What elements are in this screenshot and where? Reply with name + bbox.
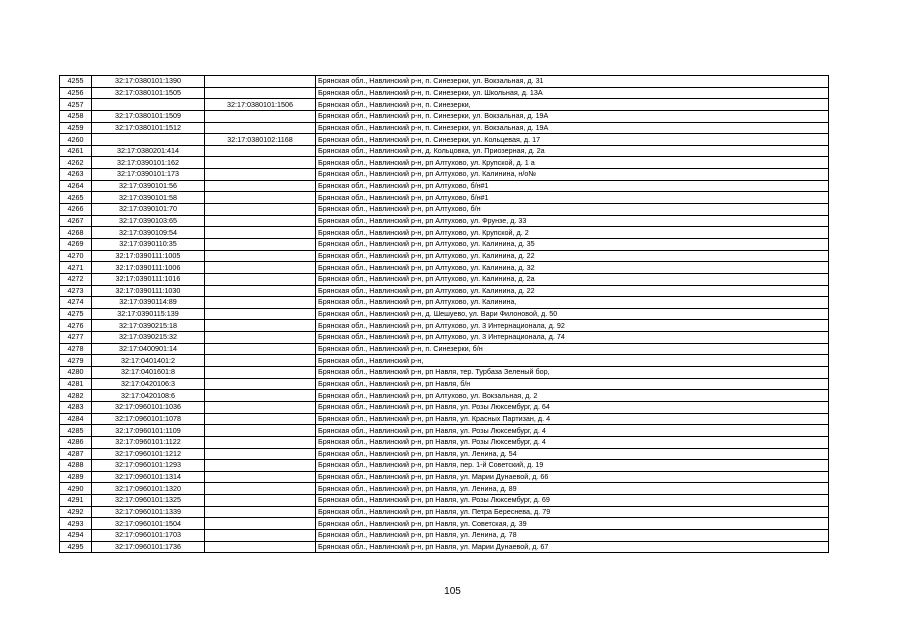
table-row	[60, 448, 829, 460]
row-number-cell: 4268	[60, 227, 92, 239]
cadastral-number-alt-cell	[205, 448, 316, 460]
cadastral-number-alt-cell	[205, 506, 316, 518]
cadastral-number-alt-cell: 32:17:0380101:1506	[205, 99, 316, 111]
cadastral-number-cell: 32:17:0960101:1703	[92, 529, 205, 541]
address-cell: Брянская обл., Навлинский р-н, рп Навля, ул. Ленина, д. 54	[316, 448, 829, 460]
row-number-cell: 4270	[60, 250, 92, 262]
address-cell: Брянская обл., Навлинский р-н, п. Синезерки, ул. Школьная, д. 13А	[316, 87, 829, 99]
table-row	[60, 425, 829, 437]
cadastral-number-cell: 32:17:0960101:1122	[92, 436, 205, 448]
cadastral-number-alt-cell	[205, 367, 316, 379]
cadastral-number-cell: 32:17:0380101:1509	[92, 110, 205, 122]
row-number-cell: 4289	[60, 471, 92, 483]
cadastral-number-alt-cell	[205, 343, 316, 355]
table-row	[60, 122, 829, 134]
table-row	[60, 99, 829, 111]
address-cell: Брянская обл., Навлинский р-н, рп Алтухово, ул. 3 Интернационала, д. 74	[316, 332, 829, 344]
address-cell: Брянская обл., Навлинский р-н, рп Алтухово, б/н#1	[316, 180, 829, 192]
row-number-cell: 4273	[60, 285, 92, 297]
table-row	[60, 308, 829, 320]
cadastral-number-alt-cell	[205, 483, 316, 495]
row-number-cell: 4278	[60, 343, 92, 355]
table-row	[60, 227, 829, 239]
table-row	[60, 192, 829, 204]
row-number-cell: 4271	[60, 262, 92, 274]
row-number-cell: 4281	[60, 378, 92, 390]
address-cell: Брянская обл., Навлинский р-н, рп Алтухово, ул. Калинина, д. 22	[316, 250, 829, 262]
row-number-cell: 4295	[60, 541, 92, 553]
table-row	[60, 436, 829, 448]
address-cell: Брянская обл., Навлинский р-н, рп Навля, ул. Розы Люксембург, д. 69	[316, 495, 829, 507]
table-row	[60, 518, 829, 530]
row-number-cell: 4280	[60, 367, 92, 379]
cadastral-number-alt-cell	[205, 320, 316, 332]
cadastral-number-alt-cell	[205, 413, 316, 425]
address-cell: Брянская обл., Навлинский р-н, рп Навля, ул. Марии Дунаевой, д. 67	[316, 541, 829, 553]
row-number-cell: 4288	[60, 460, 92, 472]
cadastral-number-cell: 32:17:0390111:1006	[92, 262, 205, 274]
table-row	[60, 157, 829, 169]
cadastral-number-cell: 32:17:0390111:1016	[92, 273, 205, 285]
cadastral-number-cell: 32:17:0960101:1078	[92, 413, 205, 425]
address-cell: Брянская обл., Навлинский р-н, рп Навля, тер. Турбаза Зеленый бор,	[316, 367, 829, 379]
cadastral-number-cell: 32:17:0380201:414	[92, 145, 205, 157]
address-cell: Брянская обл., Навлинский р-н, рп Навля, ул. Ленина, д. 89	[316, 483, 829, 495]
row-number-cell: 4282	[60, 390, 92, 402]
row-number-cell: 4276	[60, 320, 92, 332]
cadastral-number-cell: 32:17:0960101:1736	[92, 541, 205, 553]
cadastral-number-alt-cell	[205, 192, 316, 204]
address-cell: Брянская обл., Навлинский р-н, рп Алтухово, ул. Калинина, н/о№	[316, 169, 829, 181]
table-row	[60, 506, 829, 518]
address-cell: Брянская обл., Навлинский р-н, п. Синезерки,	[316, 99, 829, 111]
address-cell: Брянская обл., Навлинский р-н, д. Шешуево, ул. Вари Филоновой, д. 50	[316, 308, 829, 320]
cadastral-number-alt-cell	[205, 87, 316, 99]
address-cell: Брянская обл., Навлинский р-н, рп Алтухово, ул. Крупской, д. 1 а	[316, 157, 829, 169]
row-number-cell: 4283	[60, 401, 92, 413]
page-number: 105	[444, 586, 461, 597]
address-cell: Брянская обл., Навлинский р-н, рп Навля, ул. Розы Люксембург, д. 4	[316, 436, 829, 448]
row-number-cell: 4272	[60, 273, 92, 285]
cadastral-number-alt-cell	[205, 436, 316, 448]
cadastral-number-cell: 32:17:0960101:1314	[92, 471, 205, 483]
table-row	[60, 250, 829, 262]
row-number-cell: 4261	[60, 145, 92, 157]
row-number-cell: 4258	[60, 110, 92, 122]
address-cell: Брянская обл., Навлинский р-н, рп Навля, ул. Розы Люксембург, д. 4	[316, 425, 829, 437]
cadastral-number-alt-cell: 32:17:0380102:1168	[205, 134, 316, 146]
cadastral-number-alt-cell	[205, 297, 316, 309]
cadastral-number-alt-cell	[205, 250, 316, 262]
cadastral-number-cell	[92, 134, 205, 146]
row-number-cell: 4266	[60, 204, 92, 216]
cadastral-number-alt-cell	[205, 169, 316, 181]
cadastral-number-alt-cell	[205, 145, 316, 157]
cadastral-number-alt-cell	[205, 122, 316, 134]
table-row	[60, 297, 829, 309]
table-row	[60, 320, 829, 332]
table-row	[60, 238, 829, 250]
address-cell: Брянская обл., Навлинский р-н, рп Навля, ул. Петра Береснева, д. 79	[316, 506, 829, 518]
cadastral-number-cell: 32:17:0390114:89	[92, 297, 205, 309]
cadastral-number-cell: 32:17:0390101:58	[92, 192, 205, 204]
cadastral-number-alt-cell	[205, 215, 316, 227]
cadastral-number-alt-cell	[205, 332, 316, 344]
cadastral-number-alt-cell	[205, 471, 316, 483]
address-cell: Брянская обл., Навлинский р-н, п. Синезерки, ул. Вокзальная, д. 31	[316, 76, 829, 88]
cadastral-number-cell: 32:17:0420106:3	[92, 378, 205, 390]
cadastral-number-alt-cell	[205, 285, 316, 297]
cadastral-number-cell: 32:17:0960101:1293	[92, 460, 205, 472]
row-number-cell: 4259	[60, 122, 92, 134]
cadastral-number-cell: 32:17:0960101:1320	[92, 483, 205, 495]
cadastral-number-cell: 32:17:0390111:1030	[92, 285, 205, 297]
cadastral-number-alt-cell	[205, 273, 316, 285]
cadastral-number-cell: 32:17:0390115:139	[92, 308, 205, 320]
row-number-cell: 4257	[60, 99, 92, 111]
address-cell: Брянская обл., Навлинский р-н, рп Алтухово, ул. Калинина, д. 35	[316, 238, 829, 250]
row-number-cell: 4267	[60, 215, 92, 227]
cadastral-number-cell	[92, 99, 205, 111]
address-cell: Брянская обл., Навлинский р-н, рп Алтухово, ул. Крупской, д. 2	[316, 227, 829, 239]
cadastral-number-alt-cell	[205, 518, 316, 530]
table-row	[60, 541, 829, 553]
cadastral-number-cell: 32:17:0390215:18	[92, 320, 205, 332]
table-row	[60, 529, 829, 541]
cadastral-number-cell: 32:17:0390215:32	[92, 332, 205, 344]
cadastral-number-alt-cell	[205, 238, 316, 250]
row-number-cell: 4269	[60, 238, 92, 250]
cadastral-number-cell: 32:17:0960101:1504	[92, 518, 205, 530]
table-row	[60, 204, 829, 216]
table-row	[60, 471, 829, 483]
row-number-cell: 4294	[60, 529, 92, 541]
table-row	[60, 215, 829, 227]
row-number-cell: 4285	[60, 425, 92, 437]
address-cell: Брянская обл., Навлинский р-н, п. Синезерки, ул. Кольцевая, д. 17	[316, 134, 829, 146]
cadastral-number-alt-cell	[205, 425, 316, 437]
address-cell: Брянская обл., Навлинский р-н, рп Навля, б/н	[316, 378, 829, 390]
registry-table	[59, 75, 829, 553]
row-number-cell: 4293	[60, 518, 92, 530]
cadastral-number-cell: 32:17:0960101:1036	[92, 401, 205, 413]
table-row	[60, 76, 829, 88]
table-row	[60, 367, 829, 379]
table-row	[60, 145, 829, 157]
table-row	[60, 285, 829, 297]
cadastral-number-cell: 32:17:0390111:1005	[92, 250, 205, 262]
row-number-cell: 4292	[60, 506, 92, 518]
address-cell: Брянская обл., Навлинский р-н, рп Навля, ул. Марии Дунаевой, д. 66	[316, 471, 829, 483]
address-cell: Брянская обл., Навлинский р-н, д. Кольцовка, ул. Приозерная, д. 2а	[316, 145, 829, 157]
address-cell: Брянская обл., Навлинский р-н, рп Навля, пер. 1-й Советский, д. 19	[316, 460, 829, 472]
row-number-cell: 4260	[60, 134, 92, 146]
row-number-cell: 4275	[60, 308, 92, 320]
cadastral-number-alt-cell	[205, 110, 316, 122]
cadastral-number-alt-cell	[205, 157, 316, 169]
cadastral-number-alt-cell	[205, 378, 316, 390]
cadastral-number-alt-cell	[205, 204, 316, 216]
cadastral-number-alt-cell	[205, 355, 316, 367]
cadastral-number-cell: 32:17:0401401:2	[92, 355, 205, 367]
cadastral-number-alt-cell	[205, 262, 316, 274]
cadastral-number-cell: 32:17:0380101:1390	[92, 76, 205, 88]
table-row	[60, 169, 829, 181]
table-row	[60, 483, 829, 495]
cadastral-number-alt-cell	[205, 401, 316, 413]
row-number-cell: 4279	[60, 355, 92, 367]
address-cell: Брянская обл., Навлинский р-н, рп Алтухово, ул. Калинина, д. 32	[316, 262, 829, 274]
cadastral-number-alt-cell	[205, 180, 316, 192]
address-cell: Брянская обл., Навлинский р-н, п. Синезерки, б/н	[316, 343, 829, 355]
table-row	[60, 401, 829, 413]
row-number-cell: 4274	[60, 297, 92, 309]
table-row	[60, 390, 829, 402]
row-number-cell: 4277	[60, 332, 92, 344]
address-cell: Брянская обл., Навлинский р-н, рп Алтухово, б/н	[316, 204, 829, 216]
row-number-cell: 4255	[60, 76, 92, 88]
row-number-cell: 4284	[60, 413, 92, 425]
cadastral-number-cell: 32:17:0380101:1505	[92, 87, 205, 99]
address-cell: Брянская обл., Навлинский р-н,	[316, 355, 829, 367]
cadastral-number-alt-cell	[205, 390, 316, 402]
address-cell: Брянская обл., Навлинский р-н, рп Алтухово, ул. Калинина,	[316, 297, 829, 309]
table-row	[60, 378, 829, 390]
registry-table-body	[60, 76, 829, 553]
table-row	[60, 495, 829, 507]
row-number-cell: 4291	[60, 495, 92, 507]
address-cell: Брянская обл., Навлинский р-н, рп Навля, ул. Советская, д. 39	[316, 518, 829, 530]
address-cell: Брянская обл., Навлинский р-н, рп Алтухово, ул. Вокзальная, д. 2	[316, 390, 829, 402]
address-cell: Брянская обл., Навлинский р-н, п. Синезерки, ул. Вокзальная, д. 19А	[316, 110, 829, 122]
row-number-cell: 4256	[60, 87, 92, 99]
table-row	[60, 110, 829, 122]
cadastral-number-cell: 32:17:0390101:56	[92, 180, 205, 192]
table-row	[60, 273, 829, 285]
cadastral-number-alt-cell	[205, 308, 316, 320]
row-number-cell: 4262	[60, 157, 92, 169]
cadastral-number-alt-cell	[205, 529, 316, 541]
row-number-cell: 4264	[60, 180, 92, 192]
address-cell: Брянская обл., Навлинский р-н, п. Синезерки, ул. Вокзальная, д. 19А	[316, 122, 829, 134]
cadastral-number-alt-cell	[205, 76, 316, 88]
address-cell: Брянская обл., Навлинский р-н, рп Алтухово, ул. Калинина, д. 22	[316, 285, 829, 297]
address-cell: Брянская обл., Навлинский р-н, рп Навля, ул. Розы Люксембург, д. 64	[316, 401, 829, 413]
table-row	[60, 134, 829, 146]
table-row	[60, 332, 829, 344]
cadastral-number-cell: 32:17:0390101:173	[92, 169, 205, 181]
table-row	[60, 413, 829, 425]
table-row	[60, 355, 829, 367]
cadastral-number-cell: 32:17:0380101:1512	[92, 122, 205, 134]
document-page	[59, 75, 828, 553]
cadastral-number-alt-cell	[205, 460, 316, 472]
row-number-cell: 4286	[60, 436, 92, 448]
cadastral-number-cell: 32:17:0400901:14	[92, 343, 205, 355]
row-number-cell: 4263	[60, 169, 92, 181]
row-number-cell: 4290	[60, 483, 92, 495]
cadastral-number-alt-cell	[205, 227, 316, 239]
cadastral-number-cell: 32:17:0401601:8	[92, 367, 205, 379]
address-cell: Брянская обл., Навлинский р-н, рп Алтухово, ул. Фрунзе, д. 33	[316, 215, 829, 227]
table-row	[60, 180, 829, 192]
address-cell: Брянская обл., Навлинский р-н, рп Навля, ул. Красных Партизан, д. 4	[316, 413, 829, 425]
table-row	[60, 460, 829, 472]
cadastral-number-cell: 32:17:0390101:70	[92, 204, 205, 216]
address-cell: Брянская обл., Навлинский р-н, рп Алтухово, ул. 3 Интернационала, д. 92	[316, 320, 829, 332]
table-row	[60, 343, 829, 355]
cadastral-number-cell: 32:17:0390103:65	[92, 215, 205, 227]
table-row	[60, 87, 829, 99]
address-cell: Брянская обл., Навлинский р-н, рп Навля, ул. Ленина, д. 78	[316, 529, 829, 541]
row-number-cell: 4287	[60, 448, 92, 460]
address-cell: Брянская обл., Навлинский р-н, рп Алтухово, ул. Калинина, д. 2а	[316, 273, 829, 285]
row-number-cell: 4265	[60, 192, 92, 204]
cadastral-number-cell: 32:17:0960101:1325	[92, 495, 205, 507]
cadastral-number-cell: 32:17:0390101:162	[92, 157, 205, 169]
cadastral-number-cell: 32:17:0390109:54	[92, 227, 205, 239]
cadastral-number-cell: 32:17:0960101:1339	[92, 506, 205, 518]
cadastral-number-cell: 32:17:0420108:6	[92, 390, 205, 402]
address-cell: Брянская обл., Навлинский р-н, рп Алтухово, б/н#1	[316, 192, 829, 204]
cadastral-number-cell: 32:17:0960101:1109	[92, 425, 205, 437]
cadastral-number-alt-cell	[205, 495, 316, 507]
table-row	[60, 262, 829, 274]
cadastral-number-alt-cell	[205, 541, 316, 553]
cadastral-number-cell: 32:17:0960101:1212	[92, 448, 205, 460]
cadastral-number-cell: 32:17:0390110:35	[92, 238, 205, 250]
